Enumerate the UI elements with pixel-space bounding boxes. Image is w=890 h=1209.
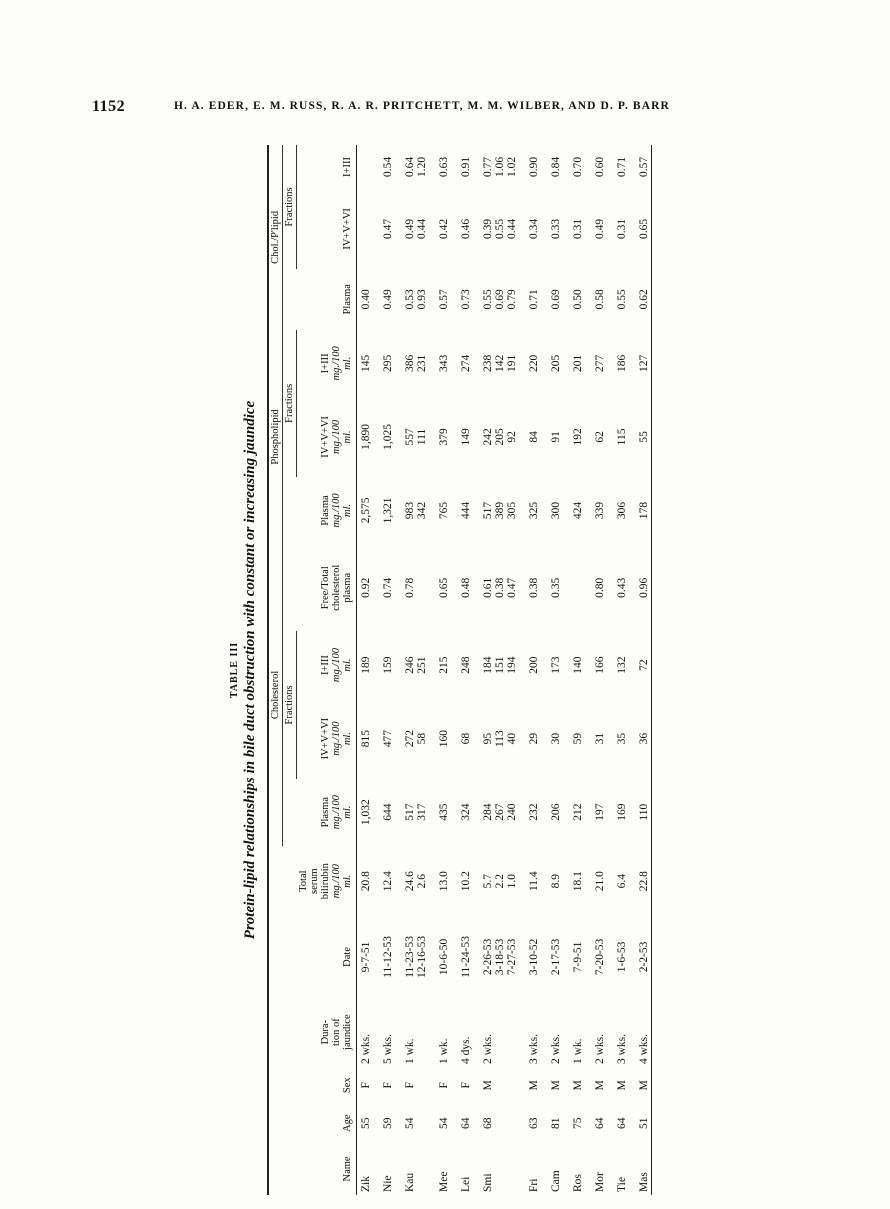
cell-cp-iiii	[356, 145, 372, 189]
cell-duration: 5 wks.	[381, 1033, 394, 1065]
cell-dates: 3-10-52	[528, 938, 541, 976]
cell-free-total: 0.78	[403, 577, 416, 598]
table-row	[356, 145, 372, 1195]
cell-cp-iiii: 0.57	[638, 156, 651, 178]
table-body	[356, 145, 651, 1195]
cell-dates: 2-17-53	[550, 938, 563, 976]
cell-pl-ivvvi: 149	[459, 428, 472, 446]
cell-chol-iiii: 215	[437, 656, 450, 674]
cell-chol-ivvvi: 59	[572, 732, 585, 745]
cell-cp-ivvvi: 0.49 0.44	[403, 218, 428, 239]
cell-pl-iiii: 127	[638, 354, 651, 372]
cell-chol-iiii: 184 151 194	[481, 656, 519, 674]
cell-sex: M	[481, 1080, 494, 1091]
cell-cp-ivvvi: 0.34	[528, 218, 541, 239]
cell-cp-plasma: 0.53 0.93	[403, 289, 428, 310]
cell-pl-plasma: 300	[550, 501, 563, 520]
cell-chol-plasma: 517 317	[403, 803, 428, 821]
cell-chol-plasma: 1,032	[359, 799, 372, 826]
cell-pl-iiii: 238 142 191	[481, 354, 519, 372]
subgroup-header-chol-fractions: Fractions	[283, 631, 297, 778]
cell-name: Zik	[359, 1176, 372, 1192]
rotated-table-block	[225, 140, 715, 1200]
cell-age: 54	[437, 1117, 450, 1129]
cell-cp-iiii: 0.63	[437, 156, 450, 178]
cell-cp-iiii: 0.71	[616, 156, 629, 178]
table-caption	[229, 140, 259, 1200]
cell-pl-ivvvi: 557 111	[403, 428, 428, 446]
cell-pl-ivvvi: 62	[594, 431, 607, 443]
cell-pl-plasma: 1,321	[381, 497, 394, 524]
cell-dates: 2-26-53 3-18-53 7-27-53	[481, 938, 519, 976]
cell-age: 59	[381, 1117, 394, 1129]
cell-chol-iiii: 246 251	[403, 656, 428, 674]
cell-chol-iiii: 166	[594, 656, 607, 674]
cell-cp-ivvvi: 0.39 0.55 0.44	[481, 218, 519, 239]
cell-cp-iiii: 0.60	[594, 156, 607, 178]
cell-sex: M	[528, 1080, 541, 1091]
table-row	[540, 145, 562, 1195]
page-number: 1152	[92, 98, 126, 115]
cell-pl-plasma: 178	[638, 501, 651, 520]
cell-chol-ivvvi: 160	[437, 729, 450, 748]
cell-pl-ivvvi: 55	[638, 431, 651, 443]
cell-cp-plasma: 0.40	[359, 289, 372, 310]
cell-free-total: 0.96	[638, 577, 651, 598]
cell-free-total: 0.48	[459, 577, 472, 598]
cell-cp-iiii: 0.54	[381, 156, 394, 178]
cell-cp-plasma: 0.50	[572, 289, 585, 310]
cell-sex: F	[437, 1082, 450, 1089]
cell-free-total: 0.38	[528, 577, 541, 598]
group-header-phospholipid: Phospholipid	[268, 330, 283, 544]
cell-duration: 1 wk.	[403, 1038, 416, 1065]
cell-chol-plasma: 644	[381, 803, 394, 821]
cell-chol-ivvvi: 31	[594, 732, 607, 745]
cell-bilirubin: 22.8	[638, 871, 651, 892]
table-row	[628, 145, 651, 1195]
cell-chol-ivvvi: 272 58	[403, 729, 428, 748]
cell-name: Fri	[528, 1178, 541, 1192]
cell-cp-iiii: 0.84	[550, 156, 563, 178]
cell-free-total: 0.92	[359, 577, 372, 598]
table-row	[394, 145, 428, 1195]
cell-chol-ivvvi: 815	[359, 729, 372, 748]
cell-pl-ivvvi: 115	[616, 428, 629, 446]
cell-cp-plasma: 0.62	[638, 289, 651, 310]
cell-bilirubin: 12.4	[381, 871, 394, 892]
cell-dates: 11-24-53	[459, 936, 472, 978]
col-header-pl-i-iii: I+III mg./100 ml.	[297, 330, 357, 397]
group-header-cholesterol: Cholesterol	[268, 544, 283, 846]
cell-pl-ivvvi: 1,025	[381, 423, 394, 450]
table-row	[518, 145, 540, 1195]
cell-chol-plasma: 110	[638, 803, 651, 821]
cell-chol-iiii: 200	[528, 656, 541, 674]
cell-name: Mee	[437, 1171, 450, 1192]
cell-chol-ivvvi: 477	[381, 729, 394, 748]
cell-chol-plasma: 197	[594, 803, 607, 821]
table-title: Protein-lipid relationships in bile duct obstruction with constant or increasing jaundice	[242, 400, 258, 940]
cell-bilirubin: 13.0	[437, 871, 450, 892]
author-line: H. A. EDER, E. M. RUSS, R. A. R. PRITCHETT, M. M. WILBER, AND D. P. BARR	[174, 100, 670, 112]
cell-age: 75	[572, 1117, 585, 1129]
cell-name: Tie	[616, 1177, 629, 1192]
cell-cp-ivvvi: 0.65	[638, 218, 651, 239]
table-row	[584, 145, 606, 1195]
cell-chol-iiii: 159	[381, 656, 394, 674]
cell-bilirubin: 8.9	[550, 873, 563, 889]
cell-bilirubin: 5.7 2.2 1.0	[481, 873, 519, 889]
cell-cp-ivvvi: 0.47	[381, 218, 394, 239]
cell-age: 64	[459, 1117, 472, 1129]
cell-dates: 11-12-53	[381, 936, 394, 978]
cell-pl-iiii: 220	[528, 354, 541, 372]
cell-cp-ivvvi: 0.49	[594, 218, 607, 239]
cell-chol-plasma: 232	[528, 803, 541, 821]
col-header-chol-iv-v-vi: IV+V+VI mg./100 ml.	[297, 699, 357, 779]
cell-pl-iiii: 386 231	[403, 354, 428, 372]
cell-pl-iiii: 295	[381, 354, 394, 372]
cell-pl-plasma: 983 342	[403, 501, 428, 520]
cell-chol-iiii: 140	[572, 656, 585, 674]
cell-sex: M	[572, 1080, 585, 1091]
cell-sex: M	[638, 1080, 651, 1091]
cell-chol-iiii: 248	[459, 656, 472, 674]
cell-chol-ivvvi: 29	[528, 732, 541, 745]
cell-pl-plasma: 424	[572, 501, 585, 520]
cell-cp-plasma: 0.55	[616, 289, 629, 310]
col-header-bilirubin: Total serum bilirubin mg./100 ml.	[297, 846, 357, 917]
cell-pl-iiii: 145	[359, 354, 372, 372]
cell-pl-ivvvi: 242 205 92	[481, 428, 519, 446]
cell-cp-iiii: 0.70	[572, 156, 585, 178]
table-label: TABLE III	[229, 641, 240, 699]
cell-age: 51	[638, 1117, 651, 1129]
col-header-date: Date	[297, 917, 357, 998]
cell-chol-plasma: 212	[572, 803, 585, 821]
cell-cp-plasma: 0.71	[528, 289, 541, 310]
cell-chol-iiii: 189	[359, 656, 372, 674]
cell-chol-ivvvi: 35	[616, 732, 629, 745]
cell-pl-iiii: 205	[550, 354, 563, 372]
cell-chol-ivvvi: 95 113 40	[481, 730, 519, 748]
cell-cp-ivvvi: 0.31	[572, 218, 585, 239]
col-header-age: Age	[297, 1103, 357, 1142]
cell-name: Lei	[459, 1176, 472, 1192]
cell-chol-ivvvi: 68	[459, 732, 472, 745]
cell-cp-ivvvi: 0.46	[459, 218, 472, 239]
cell-chol-plasma: 206	[550, 803, 563, 821]
cell-free-total	[562, 544, 584, 631]
cell-dates: 10-6-50	[437, 938, 450, 976]
col-header-pl-iv-v-vi: IV+V+VI mg./100 ml.	[297, 397, 357, 477]
table-row	[450, 145, 472, 1195]
cell-bilirubin: 20.8	[359, 871, 372, 892]
cell-bilirubin: 24.6 2.6	[403, 871, 428, 892]
cell-free-total: 0.35	[550, 577, 563, 598]
cell-sex: M	[594, 1080, 607, 1091]
cell-chol-plasma: 324	[459, 803, 472, 821]
group-header-chol-plipid: Chol./P'lipid	[268, 145, 283, 330]
cell-pl-iiii: 277	[594, 354, 607, 372]
cell-dates: 1-6-53	[616, 941, 629, 973]
cell-free-total: 0.74	[381, 577, 394, 598]
cell-duration: 3 wks.	[528, 1033, 541, 1065]
cell-name: Mas	[638, 1172, 651, 1192]
cell-age: 63	[528, 1117, 541, 1129]
cell-cp-iiii: 0.90	[528, 156, 541, 178]
cell-age: 64	[616, 1117, 629, 1129]
running-head	[92, 98, 852, 122]
col-header-chol-i-iii: I+III mg./100 ml.	[297, 631, 357, 698]
cell-sex: F	[403, 1082, 416, 1089]
cell-age: 64	[594, 1117, 607, 1129]
cell-pl-plasma: 339	[594, 501, 607, 520]
cell-name: Smi	[481, 1173, 494, 1192]
cell-pl-plasma: 517 389 305	[481, 501, 519, 520]
col-header-free-total: Free/Total cholesterol plasma	[297, 544, 357, 631]
cell-cp-ivvvi: 0.33	[550, 218, 563, 239]
table-row	[472, 145, 518, 1195]
col-header-cp-plasma: Plasma	[297, 269, 357, 330]
cell-pl-ivvvi: 91	[550, 431, 563, 443]
col-header-sex: Sex	[297, 1067, 357, 1103]
cell-bilirubin: 6.4	[616, 873, 629, 889]
cell-cp-iiii: 0.91	[459, 156, 472, 178]
cell-cp-ivvvi: 0.42	[437, 218, 450, 239]
cell-age: 81	[550, 1117, 563, 1129]
cell-pl-plasma: 306	[616, 501, 629, 520]
cell-chol-ivvvi: 36	[638, 732, 651, 745]
table-row	[428, 145, 450, 1195]
cell-duration: 2 wks.	[550, 1033, 563, 1065]
cell-pl-plasma: 2,575	[359, 497, 372, 524]
cell-cp-plasma: 0.57	[437, 289, 450, 310]
cell-cp-ivvvi: 0.31	[616, 218, 629, 239]
cell-bilirubin: 21.0	[594, 871, 607, 892]
cell-sex: F	[459, 1082, 472, 1089]
cell-bilirubin: 18.1	[572, 871, 585, 892]
cell-dates: 9-7-51	[359, 941, 372, 973]
cell-duration: 2 wks.	[359, 1033, 372, 1065]
cell-cp-plasma: 0.69	[550, 289, 563, 310]
cell-pl-iiii: 343	[437, 354, 450, 372]
cell-chol-iiii: 72	[638, 659, 651, 671]
col-header-cp-iv-v-vi: IV+V+VI	[297, 189, 357, 269]
cell-free-total: 0.80	[594, 577, 607, 598]
cell-bilirubin: 10.2	[459, 871, 472, 892]
cell-pl-ivvvi: 192	[572, 428, 585, 446]
col-header-name: Name	[297, 1143, 357, 1195]
cell-dates: 7-20-53	[594, 938, 607, 976]
cell-duration: 2 wks.	[594, 1033, 607, 1065]
cell-name: Mor	[594, 1172, 607, 1192]
col-header-pl-plasma: Plasma mg./100 ml.	[297, 477, 357, 544]
cell-dates: 7-9-51	[572, 941, 585, 973]
cell-pl-plasma: 765	[437, 501, 450, 520]
cell-cp-plasma: 0.49	[381, 289, 394, 310]
cell-age: 68	[481, 1117, 494, 1129]
cell-duration: 1 wk.	[437, 1038, 450, 1065]
cell-duration: 4 wks.	[638, 1033, 651, 1065]
cell-bilirubin: 11.4	[528, 871, 541, 892]
cell-free-total: 0.43	[616, 577, 629, 598]
cell-sex: M	[616, 1080, 629, 1091]
cell-pl-iiii: 186	[616, 354, 629, 372]
cell-pl-iiii: 201	[572, 354, 585, 372]
protein-lipid-table	[267, 145, 652, 1195]
cell-sex: F	[359, 1082, 372, 1089]
cell-duration: 2 wks.	[481, 1033, 494, 1065]
cell-dates: 11-23-53 12-16-53	[403, 935, 428, 978]
cell-chol-plasma: 435	[437, 803, 450, 821]
cell-duration: 3 wks.	[616, 1033, 629, 1065]
subgroup-header-cp-fractions: Fractions	[283, 145, 297, 269]
cell-age: 55	[359, 1117, 372, 1129]
cell-chol-plasma: 284 267 240	[481, 803, 519, 821]
cell-pl-ivvvi: 84	[528, 431, 541, 443]
cell-cp-iiii: 0.64 1.20	[403, 156, 428, 178]
table-row	[606, 145, 628, 1195]
cell-cp-iiii: 0.77 1.06 1.02	[481, 156, 519, 178]
cell-sex: F	[381, 1082, 394, 1089]
table-row	[372, 145, 394, 1195]
cell-name: Cam	[550, 1170, 563, 1192]
cell-duration: 4 dys.	[459, 1036, 472, 1065]
cell-pl-ivvvi: 1,890	[359, 423, 372, 450]
subgroup-header-pl-fractions: Fractions	[283, 330, 297, 477]
cell-name: Nie	[381, 1175, 394, 1192]
cell-chol-ivvvi: 30	[550, 732, 563, 745]
cell-pl-iiii: 274	[459, 354, 472, 372]
cell-dates: 2-2-53	[638, 941, 651, 973]
cell-cp-plasma: 0.58	[594, 289, 607, 310]
col-header-duration: Dura- tion of jaundice	[297, 997, 357, 1067]
col-header-cp-i-iii: I+III	[297, 145, 357, 189]
cell-name: Kau	[403, 1172, 416, 1192]
cell-cp-plasma: 0.73	[459, 289, 472, 310]
cell-cp-ivvvi	[356, 189, 372, 269]
cell-pl-ivvvi: 379	[437, 428, 450, 446]
cell-chol-iiii: 132	[616, 656, 629, 674]
col-header-chol-plasma: Plasma mg./100 ml.	[297, 779, 357, 846]
cell-cp-plasma: 0.55 0.69 0.79	[481, 289, 519, 310]
table-row	[562, 145, 584, 1195]
cell-duration: 1 wk.	[572, 1038, 585, 1065]
cell-age: 54	[403, 1117, 416, 1129]
cell-free-total: 0.65	[437, 577, 450, 598]
cell-pl-plasma: 325	[528, 501, 541, 520]
cell-name: Ros	[572, 1174, 585, 1192]
cell-sex: M	[550, 1080, 563, 1091]
cell-pl-plasma: 444	[459, 501, 472, 520]
cell-chol-iiii: 173	[550, 656, 563, 674]
cell-chol-plasma: 169	[616, 803, 629, 821]
cell-free-total: 0.61 0.38 0.47	[481, 577, 519, 598]
